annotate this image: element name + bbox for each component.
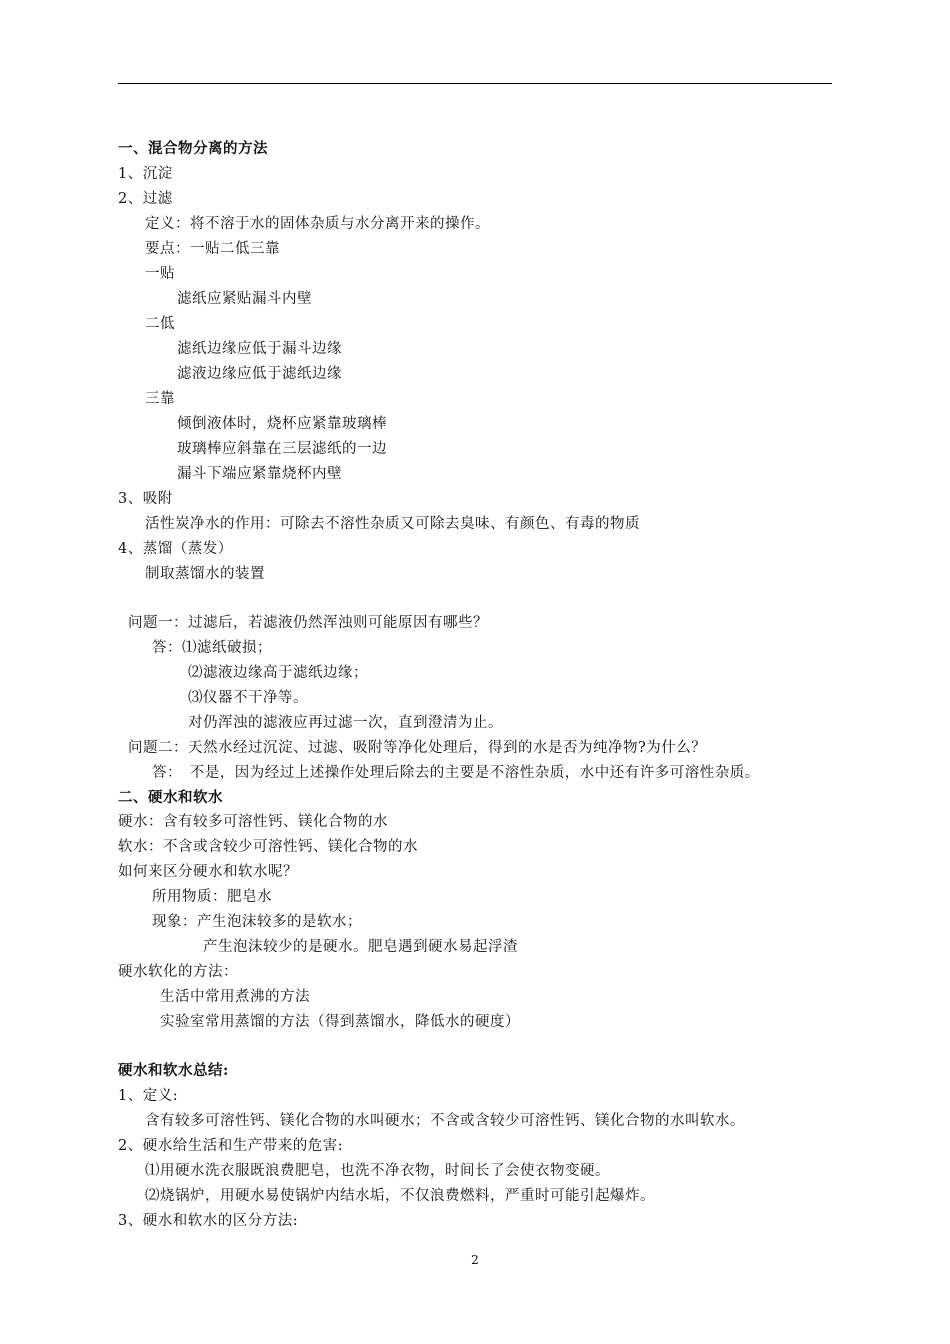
text-line: 要点：一贴二低三靠	[145, 241, 280, 257]
text-line: 滤纸应紧贴漏斗内壁	[177, 291, 312, 307]
section-heading: 二、硬水和软水	[118, 789, 223, 806]
list-item: 3、吸附	[118, 491, 173, 507]
page-number: 2	[471, 1253, 479, 1267]
text-line: 滤纸边缘应低于漏斗边缘	[177, 341, 342, 357]
answer-line: 对仍浑浊的滤液应再过滤一次，直到澄清为止。	[188, 715, 503, 731]
text-line: 硬水：含有较多可溶性钙、镁化合物的水	[118, 814, 388, 830]
text-line: 定义：将不溶于水的固体杂质与水分离开来的操作。	[145, 216, 490, 232]
text-line: 制取蒸馏水的装置	[145, 566, 265, 582]
section-heading: 一、混合物分离的方法	[118, 140, 268, 157]
text-line: 玻璃棒应斜靠在三层滤纸的一边	[177, 441, 387, 457]
list-item: 4、蒸馏（蒸发）	[118, 541, 233, 557]
text-line: 实验室常用蒸馏的方法（得到蒸馏水，降低水的硬度）	[160, 1014, 520, 1030]
list-item: 2、过滤	[118, 191, 173, 207]
text-line: 漏斗下端应紧靠烧杯内壁	[177, 466, 342, 482]
text-line: 一贴	[145, 266, 175, 282]
text-line: 硬水软化的方法：	[118, 964, 238, 980]
list-item: 1、定义:	[118, 1088, 179, 1104]
text-line: 所用物质：肥皂水	[152, 889, 272, 905]
list-item: 2、硬水给生活和生产带来的危害:	[118, 1138, 344, 1154]
text-line: 三靠	[145, 391, 175, 407]
text-line: 含有较多可溶性钙、镁化合物的水叫硬水；不含或含较少可溶性钙、镁化合物的水叫软水。	[145, 1113, 745, 1129]
question-line: 问题一：过滤后，若滤液仍然浑浊则可能原因有哪些？	[128, 615, 488, 631]
text-line: 如何来区分硬水和软水呢？	[118, 864, 298, 880]
text-line: 软水：不含或含较少可溶性钙、镁化合物的水	[118, 839, 418, 855]
text-line: 二低	[145, 316, 175, 332]
text-line: 产生泡沫较少的是硬水。肥皂遇到硬水易起浮渣	[203, 939, 518, 955]
section-heading: 硬水和软水总结:	[118, 1062, 229, 1079]
text-line: ⑵烧锅炉，用硬水易使锅炉内结水垢，不仅浪费燃料，严重时可能引起爆炸。	[145, 1188, 655, 1204]
text-line: 倾倒液体时，烧杯应紧靠玻璃棒	[177, 416, 387, 432]
answer-line: ⑶仪器不干净等。	[188, 690, 308, 706]
text-line: 活性炭净水的作用：可除去不溶性杂质又可除去臭味、有颜色、有毒的物质	[145, 516, 640, 532]
question-line: 问题二：天然水经过沉淀、过滤、吸附等净化处理后，得到的水是否为纯净物?为什么？	[128, 740, 707, 756]
list-item: 3、硬水和软水的区分方法:	[118, 1213, 299, 1229]
text-line: ⑴用硬水洗衣服既浪费肥皂，也洗不净衣物，时间长了会使衣物变硬。	[145, 1163, 610, 1179]
answer-line: ⑵滤液边缘高于滤纸边缘；	[188, 665, 368, 681]
text-line: 滤液边缘应低于滤纸边缘	[177, 366, 342, 382]
answer-line: 答： 不是，因为经过上述操作处理后除去的主要是不溶性杂质，水中还有许多可溶性杂质。	[152, 765, 760, 781]
text-line: 生活中常用煮沸的方法	[160, 989, 310, 1005]
answer-line: 答：⑴滤纸破损；	[152, 640, 272, 656]
header-rule	[118, 83, 832, 84]
text-line: 现象：产生泡沫较多的是软水；	[152, 914, 362, 930]
list-item: 1、沉淀	[118, 166, 173, 182]
